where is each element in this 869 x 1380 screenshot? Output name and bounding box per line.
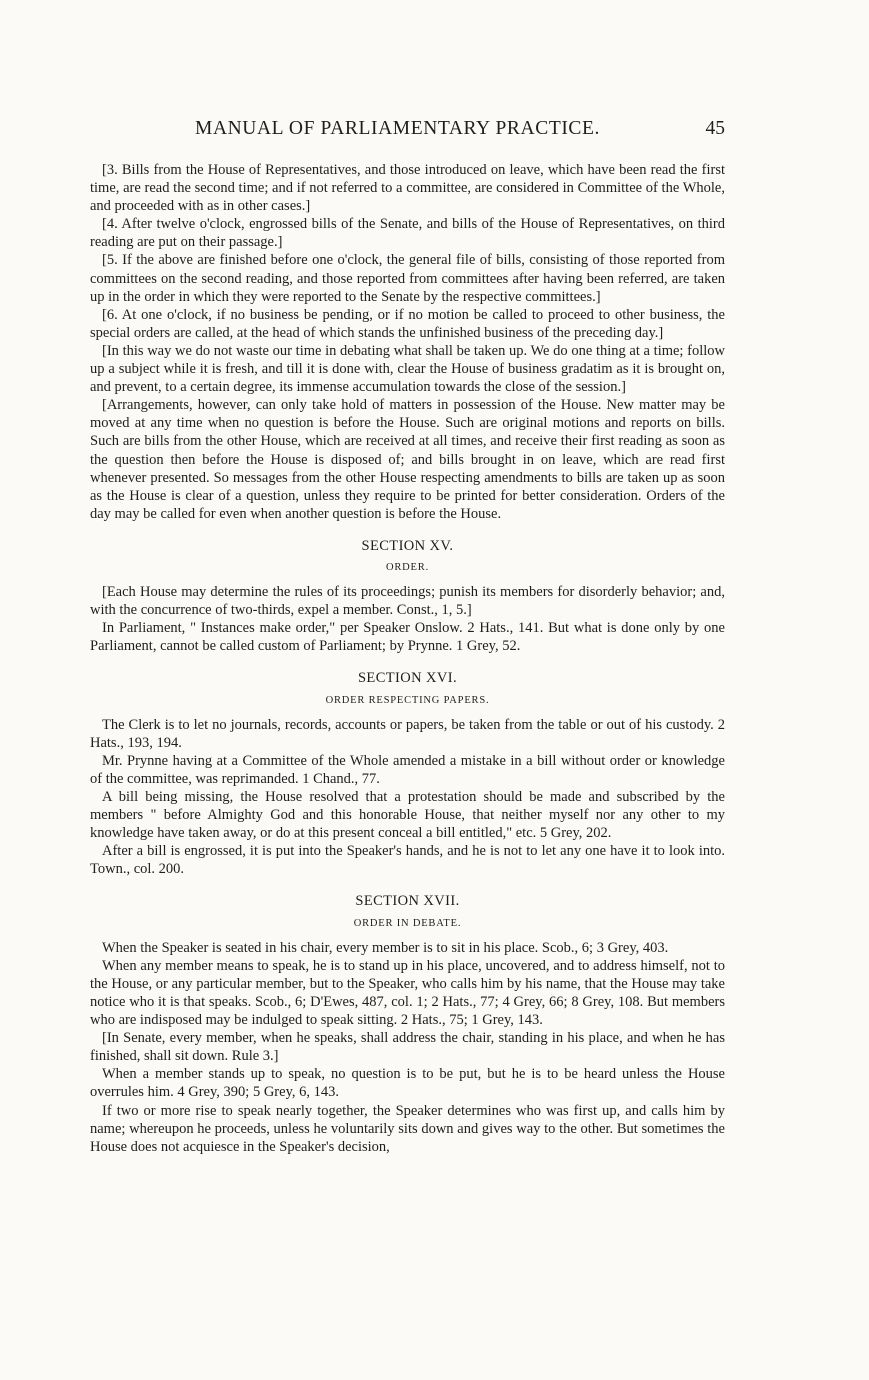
running-title: MANUAL OF PARLIAMENTARY PRACTICE. [195, 118, 601, 139]
section-heading: SECTION XVII. [355, 893, 460, 910]
section-heading: SECTION XV. [361, 537, 454, 554]
body-text [90, 161, 725, 1156]
paragraph: After a bill is engrossed, it is put into the Speaker's hands, and he is not to let any one have it to look into. Town., col. 200. [90, 843, 725, 878]
section-subheading: ORDER RESPECTING PAPERS. [325, 694, 490, 706]
paragraph: [5. If the above are finished before one o'clock, the general file of bills, consisting of those reported from committees on the second reading, and those reported from committees after having been referred, are taken up in the order in which they were reported to the Senate by the respective committees.] [90, 252, 725, 305]
paragraph: A bill being missing, the House resolved that a protestation should be made and subscribed by the members " before Almighty God and this honorable House, that neither myself nor any other to my knowledge have taken away, or do at this present conceal a bill entitled," etc. 5 Grey, 202. [90, 789, 725, 842]
paragraph: In Parliament, " Instances make order," per Speaker Onslow. 2 Hats., 141. But what is done only by one Parliament, cannot be called custom of Parliament; by Prynne. 1 Grey, 52. [90, 620, 725, 655]
page-number: 45 [705, 118, 725, 139]
paragraph: [6. At one o'clock, if no business be pending, or if no motion be called to proceed to other business, the special orders are called, at the head of which stands the unfinished business of the preceding day.] [90, 306, 725, 341]
paragraph: When a member stands up to speak, no question is to be put, but he is to be heard unless the House overrules him. 4 Grey, 390; 5 Grey, 6, 143. [90, 1066, 725, 1101]
section-subheading: ORDER IN DEBATE. [353, 917, 462, 929]
paragraph: [3. Bills from the House of Representatives, and those introduced on leave, which have been read the first time, are read the second time; and if not referred to a committee, are considered in Committee of the Whole, and proceeded with as in other cases.] [90, 162, 725, 215]
paragraph: If two or more rise to speak nearly together, the Speaker determines who was first up, and calls him by name; whereupon he proceeds, unless he voluntarily sits down and gives way to the other. But sometimes the House does not acquiesce in the Speaker's decision, [90, 1102, 725, 1155]
page-header [90, 118, 725, 148]
section-subheading: ORDER. [385, 561, 429, 573]
section-heading: SECTION XVI. [357, 670, 458, 687]
paragraph: [In Senate, every member, when he speaks, shall address the chair, standing in his place, and when he has finished, shall sit down. Rule 3.] [90, 1030, 725, 1065]
paragraph: [4. After twelve o'clock, engrossed bills of the Senate, and bills of the House of Representatives, on third reading are put on their passage.] [90, 216, 725, 251]
paragraph: The Clerk is to let no journals, records, accounts or papers, be taken from the table or out of his custody. 2 Hats., 193, 194. [90, 716, 725, 751]
paragraph: [In this way we do not waste our time in debating what shall be taken up. We do one thing at a time; follow up a subject while it is fresh, and till it is done with, clear the House of business gradatim as it is brought on, and prevent, to a certain degree, its immense accumulation towards the close of the session.] [90, 342, 725, 396]
paragraph: When any member means to speak, he is to stand up in his place, uncovered, and to address himself, not to the House, or any particular member, but to the Speaker, who calls him by his name, that the House may take notice who it is that speaks. Scob., 6; D'Ewes, 487, col. 1; 2 Hats., 77; 4 Grey, 66; 8 Grey, 108. But members who are indisposed may be indulged to speak sitting. 2 Hats., 75; 1 Grey, 143. [90, 957, 725, 1029]
paragraph: Mr. Prynne having at a Committee of the Whole amended a mistake in a bill without order or knowledge of the committee, was reprimanded. 1 Chand., 77. [90, 752, 725, 787]
paragraph: [Arrangements, however, can only take hold of matters in possession of the House. New matter may be moved at any time when no question is before the House. Such are original motions and reports on bills. Such are bills from the other House, which are received at all times, and receive their first reading as soon as the question then before the House is disposed of; and bills brought in on leave, which are read first whenever presented. So messages from the other House respecting amendments to bills are taken up as soon as the House is clear of a question, unless they require to be printed for better consideration. Orders of the day may be called for even when another question is before the House. [90, 397, 725, 522]
paragraph: [Each House may determine the rules of its proceedings; punish its members for disorderly behavior; and, with the concurrence of two-thirds, expel a member. Const., 1, 5.] [90, 584, 725, 619]
paragraph: When the Speaker is seated in his chair, every member is to sit in his place. Scob., 6; 3 Grey, 403. [102, 939, 669, 956]
